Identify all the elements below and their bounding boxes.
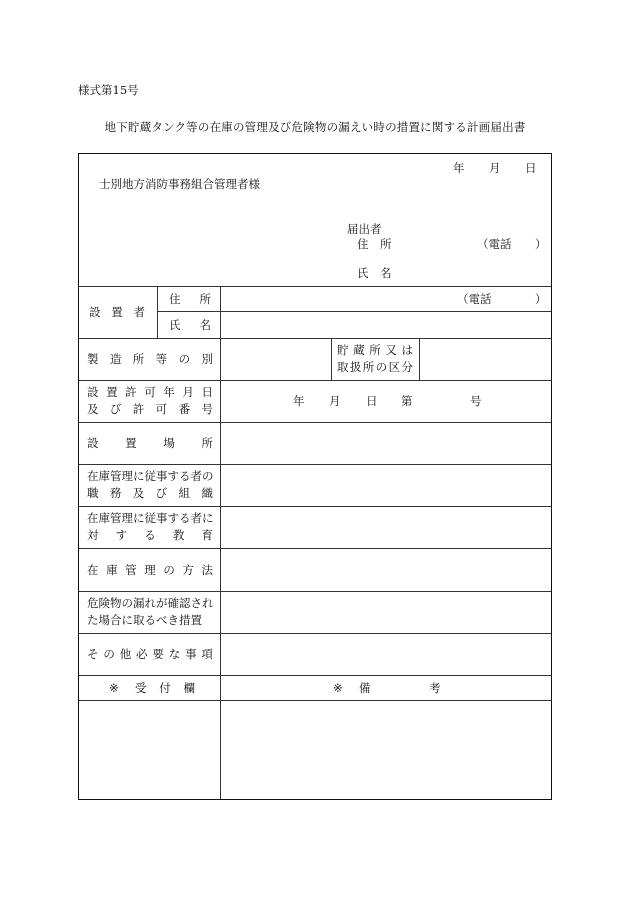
education-label-2: 対 す る 教 育	[87, 528, 213, 542]
staff-field[interactable]	[221, 465, 551, 506]
addressee: 士別地方消防事務組合管理者様	[99, 177, 260, 191]
form-table	[78, 153, 552, 800]
installer-phone-open: （電話	[457, 292, 492, 306]
remarks-label-1: 備	[359, 681, 371, 695]
permit-day-label: 日	[366, 394, 378, 408]
location-label: 設 置 場 所	[87, 436, 213, 450]
education-label-1: 在庫管理に従事する者に	[87, 511, 214, 525]
notifier-address-label: 住 所	[357, 237, 392, 251]
rule-installer-sub	[157, 286, 158, 338]
permit-go-label: 号	[470, 394, 482, 408]
staff-label-2: 職 務 及 び 組 織	[87, 486, 213, 500]
other-field[interactable]	[221, 634, 551, 675]
installer-label: 設 置 者	[89, 305, 145, 319]
storage-class-label-1: 貯 蔵 所 又 は	[337, 343, 413, 357]
leak-label-1: 危険物の漏れが確認され	[87, 596, 214, 610]
rule-class-left	[331, 338, 332, 380]
notifier-phone-open: （電話	[477, 237, 512, 251]
reception-mark: ※	[109, 681, 119, 695]
installer-address-label: 住 所	[169, 292, 211, 306]
method-label: 在 庫 管 理 の 方 法	[87, 563, 213, 577]
staff-label-1: 在庫管理に従事する者の	[87, 469, 214, 483]
facility-type-label: 製 造 所 等 の 別	[87, 352, 213, 366]
storage-class-field[interactable]	[420, 339, 551, 380]
notifier-phone-close: ）	[535, 237, 547, 251]
rule-reception-top	[79, 675, 551, 676]
permit-month-label: 月	[329, 394, 341, 408]
other-label: そ の 他 必 要 な 事 項	[87, 647, 213, 661]
leak-measure-field[interactable]	[221, 592, 551, 633]
date-day-label: 日	[525, 161, 537, 175]
date-month-label: 月	[489, 161, 501, 175]
remarks-mark: ※	[333, 681, 343, 695]
installer-phone-close: ）	[535, 292, 547, 306]
form-number: 様式第15号	[78, 83, 139, 97]
permit-label-2: 及 び 許 可 番 号	[87, 402, 213, 416]
permit-dai-label: 第	[401, 394, 413, 408]
installer-address-field[interactable]	[221, 287, 551, 311]
permit-year-label: 年	[293, 394, 305, 408]
rule-permit-top	[79, 380, 551, 381]
education-field[interactable]	[221, 507, 551, 548]
installer-name-field[interactable]	[221, 312, 551, 338]
reception-field[interactable]	[79, 701, 220, 799]
facility-type-field[interactable]	[221, 339, 331, 380]
method-field[interactable]	[221, 549, 551, 591]
remarks-field[interactable]	[221, 701, 551, 799]
date-year-label: 年	[453, 161, 465, 175]
permit-label-1: 設 置 許 可 年 月 日	[87, 385, 213, 399]
notifier-name-label: 氏 名	[357, 266, 392, 280]
document-title: 地下貯蔵タンク等の在庫の管理及び危険物の漏えい時の措置に関する計画届出書	[104, 120, 526, 134]
location-field[interactable]	[221, 423, 551, 464]
reception-label: 受 付 欄	[135, 681, 195, 695]
leak-label-2: た場合に取るべき措置	[87, 613, 202, 627]
notifier-label: 届出者	[347, 222, 382, 236]
remarks-label-2: 考	[429, 681, 441, 695]
storage-class-label-2: 取 扱 所 の 区 分	[337, 360, 413, 374]
installer-name-label: 氏 名	[169, 318, 211, 332]
